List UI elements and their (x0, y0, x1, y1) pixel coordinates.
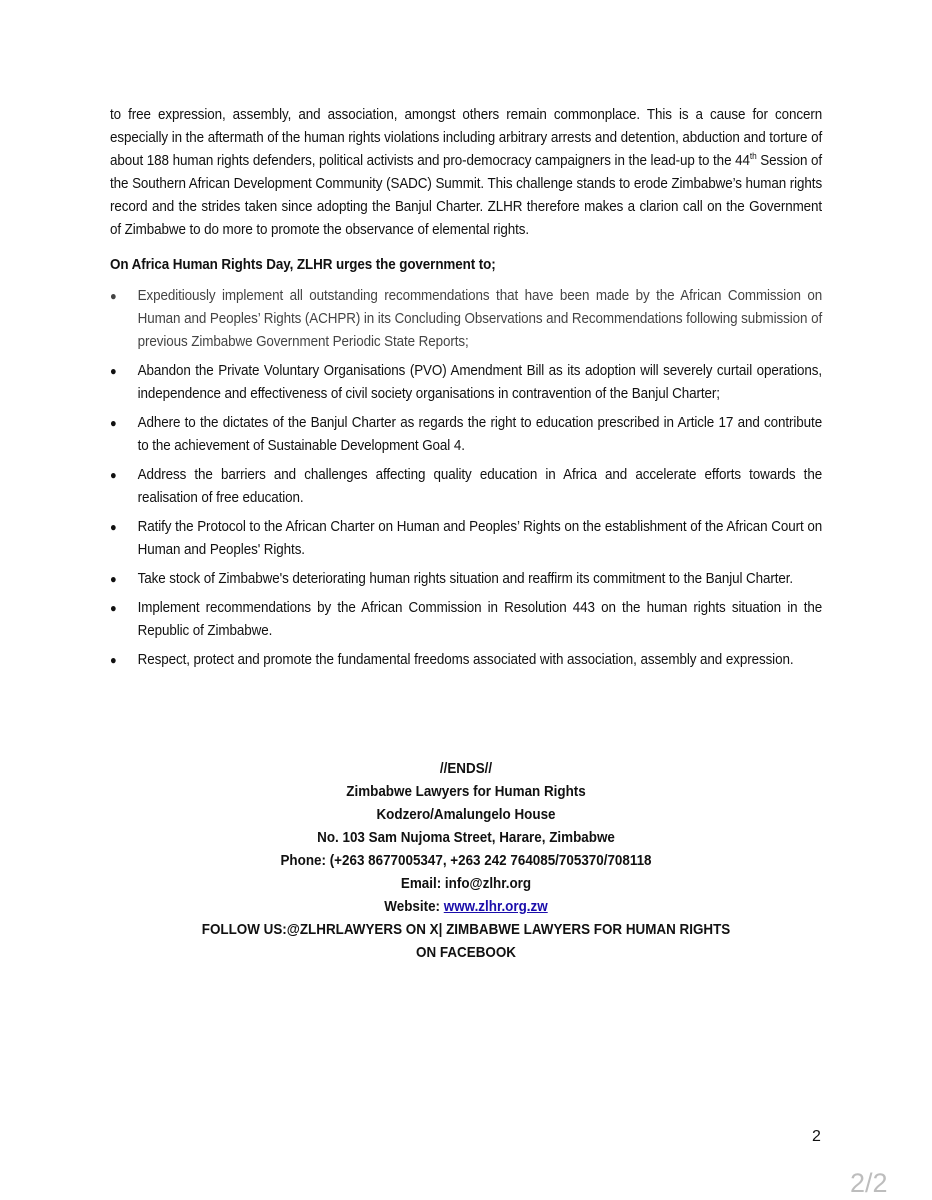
list-item: ● Abandon the Private Voluntary Organisations (PVO) Amendment Bill as its adoption will severely curtail operations, independence and effectiveness of civil society organisations in contravention of the Banjul Charter; (110, 360, 822, 406)
website-line (37, 896, 894, 919)
ends-marker: //ENDS// (439, 761, 493, 777)
list-item: ● Respect, protect and promote the fundamental freedoms associated with association, assembly and expression. (110, 649, 822, 672)
intro-paragraph: to free expression, assembly, and association, amongst others remain commonplace. This is a cause for concern especially in the aftermath of the human rights violations including arbitrary arrests and detention, abduction and torture of about 188 human rights defenders, political activists and pro-democracy campaigners in the lead-up to the 44th Session of the Southern African Development Community (SADC) Summit. This challenge stands to erode Zimbabwe’s human rights record and the strides taken since adopting the Banjul Charter. ZLHR therefore makes a clarion call on the Government of Zimbabwe to do more to promote the observance of elemental rights. (110, 107, 823, 238)
contact-footer (37, 758, 894, 965)
bullet-icon: ● (110, 364, 117, 378)
bullet-icon: ● (110, 653, 117, 667)
follow-line-1: FOLLOW US:@ZLHRLAWYERS ON X| ZIMBABWE LAWYERS FOR HUMAN RIGHTS (201, 922, 731, 938)
bullet-icon: ● (110, 416, 117, 430)
website-link[interactable]: www.zlhr.org.zw (443, 899, 548, 915)
bullet-icon: ● (110, 468, 117, 482)
recommendations-list (110, 285, 822, 672)
phone-line: Phone: (+263 8677005347, +263 242 764085/705370/708118 (280, 853, 652, 869)
street-address: No. 103 Sam Nujoma Street, Harare, Zimbabwe (317, 830, 615, 846)
bullet-icon: ● (110, 601, 117, 615)
website-label: Website: (384, 899, 444, 915)
email-line: Email: info@zlhr.org (400, 876, 532, 892)
follow-line-2: ON FACEBOOK (416, 945, 516, 961)
list-item: ● Expeditiously implement all outstanding recommendations that have been made by the African Commission on Human and Peoples’ Rights (ACHPR) in its Concluding Observations and Recommendations following submission of previous Zimbabwe Government Periodic State Reports; (110, 285, 822, 354)
bullet-icon: ● (110, 289, 117, 303)
page-indicator: 2/2 (850, 1168, 888, 1198)
org-name: Zimbabwe Lawyers for Human Rights (346, 784, 586, 800)
list-item: ● Ratify the Protocol to the African Charter on Human and Peoples’ Rights on the establishment of the African Court on Human and Peoples' Rights. (110, 516, 822, 562)
list-item: ● Take stock of Zimbabwe's deteriorating human rights situation and reaffirm its commitment to the Banjul Charter. (110, 568, 822, 591)
document-body (110, 104, 822, 678)
list-item: ● Address the barriers and challenges affecting quality education in Africa and accelerate efforts towards the realisation of free education. (110, 464, 822, 510)
page-number: 2 (812, 1128, 821, 1145)
bullet-icon: ● (110, 572, 117, 586)
building-name: Kodzero/Amalungelo House (376, 807, 556, 823)
list-item: ● Implement recommendations by the African Commission in Resolution 443 on the human rights situation in the Republic of Zimbabwe. (110, 597, 822, 643)
bullet-icon: ● (110, 520, 117, 534)
urge-heading: On Africa Human Rights Day, ZLHR urges the government to; (110, 257, 496, 273)
list-item: ● Adhere to the dictates of the Banjul Charter as regards the right to education prescribed in Article 17 and contribute to the achievement of Sustainable Development Goal 4. (110, 412, 822, 458)
